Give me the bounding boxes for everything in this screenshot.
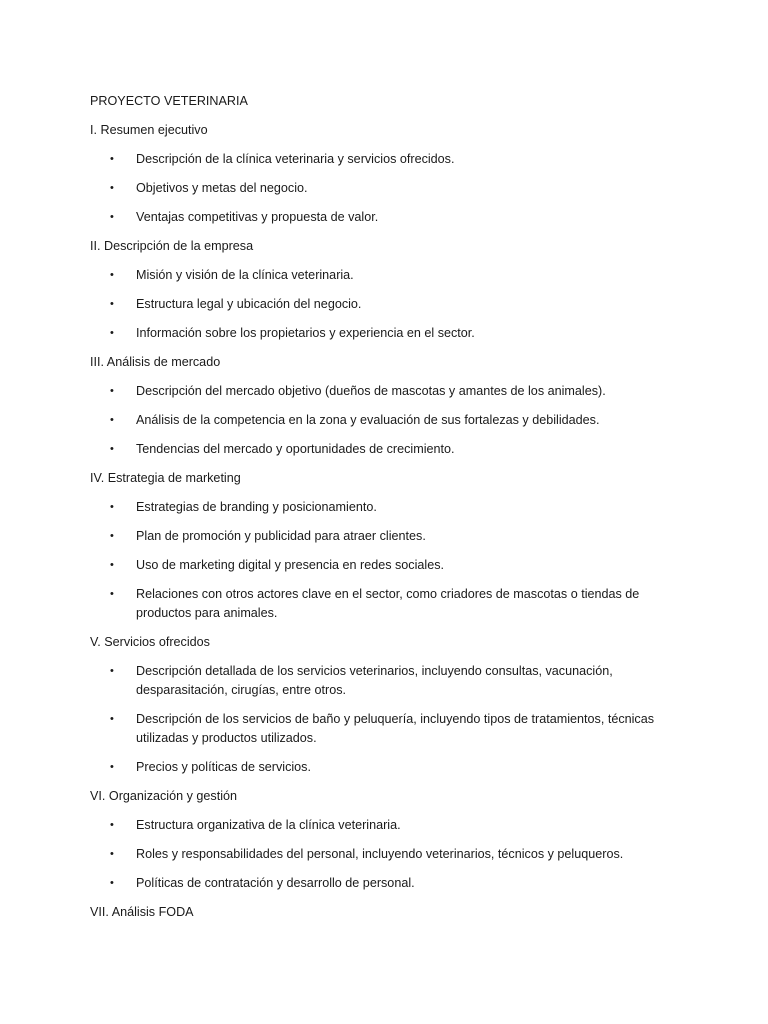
bullet-icon: • [110,414,114,426]
bullet-list [90,498,680,623]
bullet-item [90,266,680,285]
bullet-item [90,874,680,893]
bullet-text: Precios y políticas de servicios. [136,760,311,774]
document-title: PROYECTO VETERINARIA [90,94,248,108]
bullet-item [90,411,680,430]
bullet-item [90,816,680,835]
bullet-item [90,324,680,343]
bullet-item [90,556,680,575]
bullet-icon: • [110,443,114,455]
bullet-item [90,498,680,517]
bullet-text: Descripción de los servicios de baño y peluquería, incluyendo tipos de tratamientos, técnicas utilizadas y productos utilizados. [136,712,655,745]
bullet-icon: • [110,530,114,542]
bullet-item [90,295,680,314]
bullet-icon: • [110,153,114,165]
bullet-item [90,150,680,169]
bullet-text: Ventajas competitivas y propuesta de valor. [136,210,379,224]
bullet-icon: • [110,182,114,194]
bullet-item [90,440,680,459]
bullet-icon: • [110,269,114,281]
bullet-icon: • [110,588,114,600]
bullet-item [90,845,680,864]
bullet-text: Relaciones con otros actores clave en el sector, como criadores de mascotas o tiendas de productos para animales. [136,587,640,620]
bullet-text: Estrategias de branding y posicionamiento. [136,500,377,514]
bullet-item [90,527,680,546]
bullet-text: Misión y visión de la clínica veterinaria. [136,268,354,282]
bullet-text: Análisis de la competencia en la zona y evaluación de sus fortalezas y debilidades. [136,413,600,427]
bullet-item [90,710,680,748]
bullet-text: Tendencias del mercado y oportunidades de crecimiento. [136,442,455,456]
bullet-item [90,382,680,401]
bullet-item [90,585,680,623]
bullet-icon: • [110,665,114,677]
bullet-text: Estructura organizativa de la clínica veterinaria. [136,818,401,832]
bullet-item [90,662,680,700]
bullet-icon: • [110,559,114,571]
bullet-text: Información sobre los propietarios y experiencia en el sector. [136,326,475,340]
bullet-list [90,266,680,343]
document-body [90,92,680,932]
bullet-list [90,382,680,459]
bullet-icon: • [110,385,114,397]
bullet-text: Descripción de la clínica veterinaria y servicios ofrecidos. [136,152,455,166]
bullet-icon: • [110,877,114,889]
bullet-text: Estructura legal y ubicación del negocio. [136,297,362,311]
bullet-text: Objetivos y metas del negocio. [136,181,308,195]
bullet-text: Roles y responsabilidades del personal, incluyendo veterinarios, técnicos y peluqueros. [136,847,624,861]
bullet-text: Uso de marketing digital y presencia en redes sociales. [136,558,445,572]
bullet-text: Descripción detallada de los servicios veterinarios, incluyendo consultas, vacunación, desparasitación, cirugías, entre otros. [136,664,613,697]
section-heading: II. Descripción de la empresa [90,239,254,253]
sections-container [90,121,680,922]
bullet-icon: • [110,327,114,339]
bullet-list [90,816,680,893]
bullet-item [90,179,680,198]
bullet-icon: • [110,761,114,773]
bullet-icon: • [110,713,114,725]
bullet-text: Políticas de contratación y desarrollo de personal. [136,876,415,890]
section-heading: I. Resumen ejecutivo [90,123,208,137]
section-heading: III. Análisis de mercado [90,355,221,369]
bullet-icon: • [110,298,114,310]
bullet-item [90,758,680,777]
bullet-icon: • [110,501,114,513]
bullet-icon: • [110,819,114,831]
section-heading: V. Servicios ofrecidos [90,635,210,649]
section-heading: VI. Organización y gestión [90,789,238,803]
section-heading: VII. Análisis FODA [90,905,194,919]
bullet-icon: • [110,211,114,223]
bullet-text: Plan de promoción y publicidad para atraer clientes. [136,529,426,543]
bullet-text: Descripción del mercado objetivo (dueños de mascotas y amantes de los animales). [136,384,606,398]
bullet-list [90,662,680,777]
bullet-list [90,150,680,227]
bullet-item [90,208,680,227]
bullet-icon: • [110,848,114,860]
section-heading: IV. Estrategia de marketing [90,471,241,485]
